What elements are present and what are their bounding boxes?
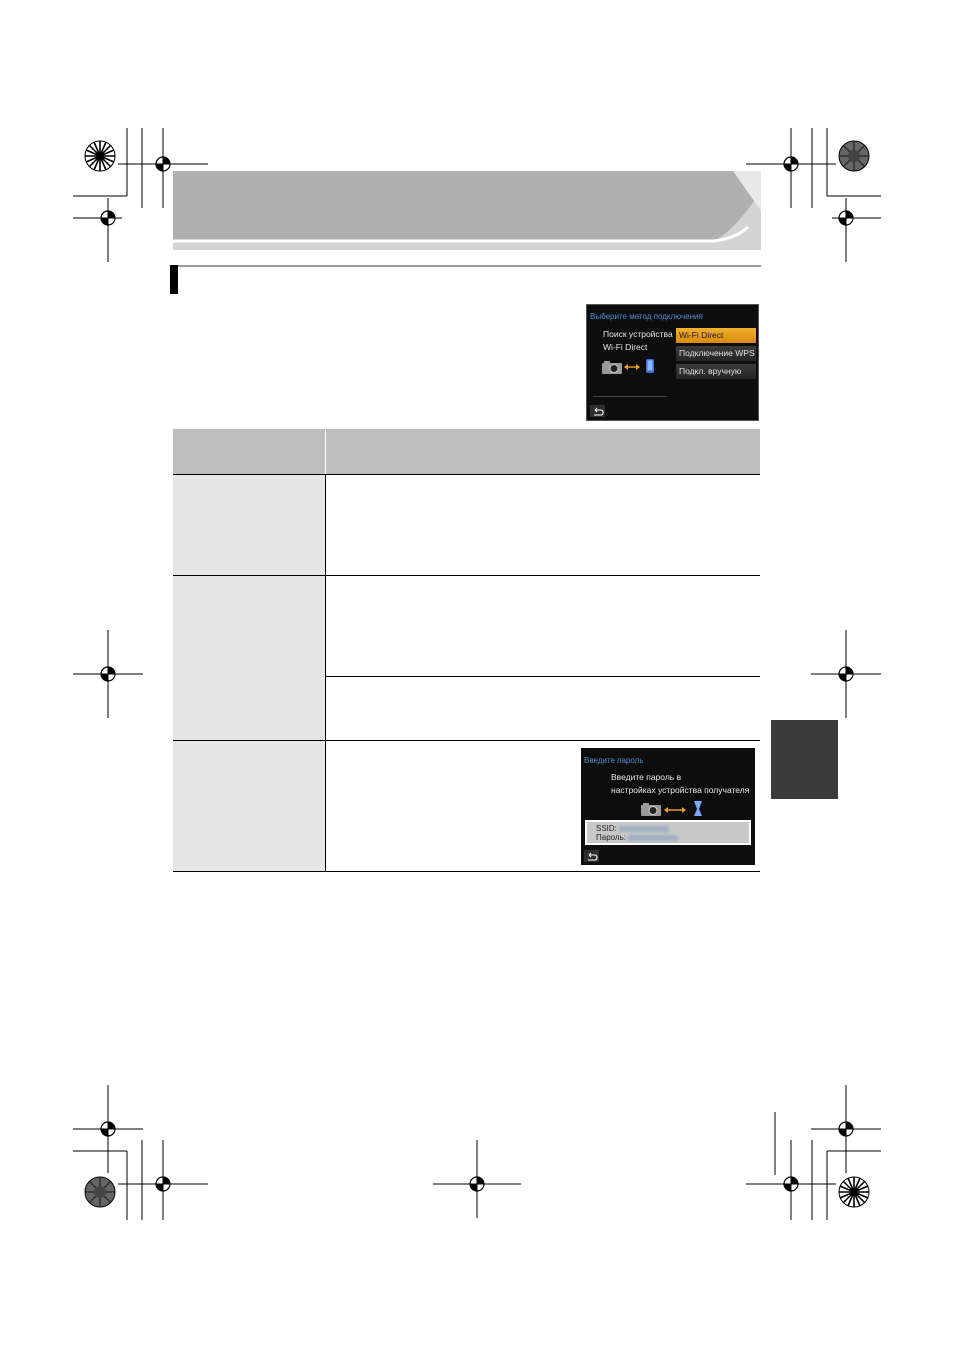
device-icon — [693, 801, 703, 816]
chapter-side-tab — [771, 720, 838, 799]
screen-description: Поиск устройства Wi-Fi Direct — [603, 329, 673, 352]
smartphone-icon — [646, 359, 654, 373]
screen-title: Введите пароль — [584, 756, 644, 765]
back-button[interactable] — [590, 405, 605, 417]
table-header-item — [173, 429, 325, 474]
screen-divider — [593, 396, 667, 397]
print-target-top-left-icon — [83, 139, 117, 173]
option-manual-connection[interactable]: Подкл. вручную — [676, 364, 756, 379]
back-icon — [590, 406, 605, 418]
back-button[interactable] — [584, 850, 599, 862]
section-marker — [170, 265, 178, 294]
print-target-bottom-right-icon — [837, 1175, 871, 1209]
camera-icon — [602, 361, 622, 374]
camera-icon — [641, 803, 661, 816]
print-target-top-right-icon — [837, 139, 871, 173]
option-wps-connection[interactable]: Подключение WPS — [676, 346, 756, 361]
camera-screen-connection-method — [586, 304, 759, 421]
section-rule — [170, 265, 761, 267]
ssid-value-blurred — [619, 826, 669, 832]
camera-screen-enter-password — [581, 748, 755, 865]
option-wifi-direct[interactable]: Wi-Fi Direct — [676, 328, 756, 343]
table-divider — [173, 474, 760, 475]
section-heading-bar — [170, 265, 761, 294]
ssid-label: SSID: — [596, 824, 617, 833]
screen-description: Введите пароль в настройках устройства получателя — [611, 772, 750, 795]
table-row-manual-label — [173, 741, 325, 871]
screen-title: Выберите метод подключения — [590, 312, 703, 321]
credentials-box — [585, 820, 751, 845]
table-bottom-rule — [173, 871, 760, 872]
table-divider — [173, 740, 760, 741]
back-icon — [584, 851, 599, 863]
password-label: Пароль: — [596, 833, 626, 842]
table-subdivider — [326, 676, 760, 677]
table-row-wifi-direct-label — [173, 475, 325, 575]
table-divider — [173, 575, 760, 576]
password-value-blurred — [628, 835, 678, 841]
table-header-description — [326, 429, 760, 474]
table-column-divider — [325, 474, 326, 871]
print-target-bottom-left-icon — [83, 1175, 117, 1209]
table-row-wps-label — [173, 576, 325, 740]
double-arrow-icon — [664, 806, 686, 814]
double-arrow-icon — [624, 363, 640, 371]
chapter-header-band — [173, 171, 761, 250]
